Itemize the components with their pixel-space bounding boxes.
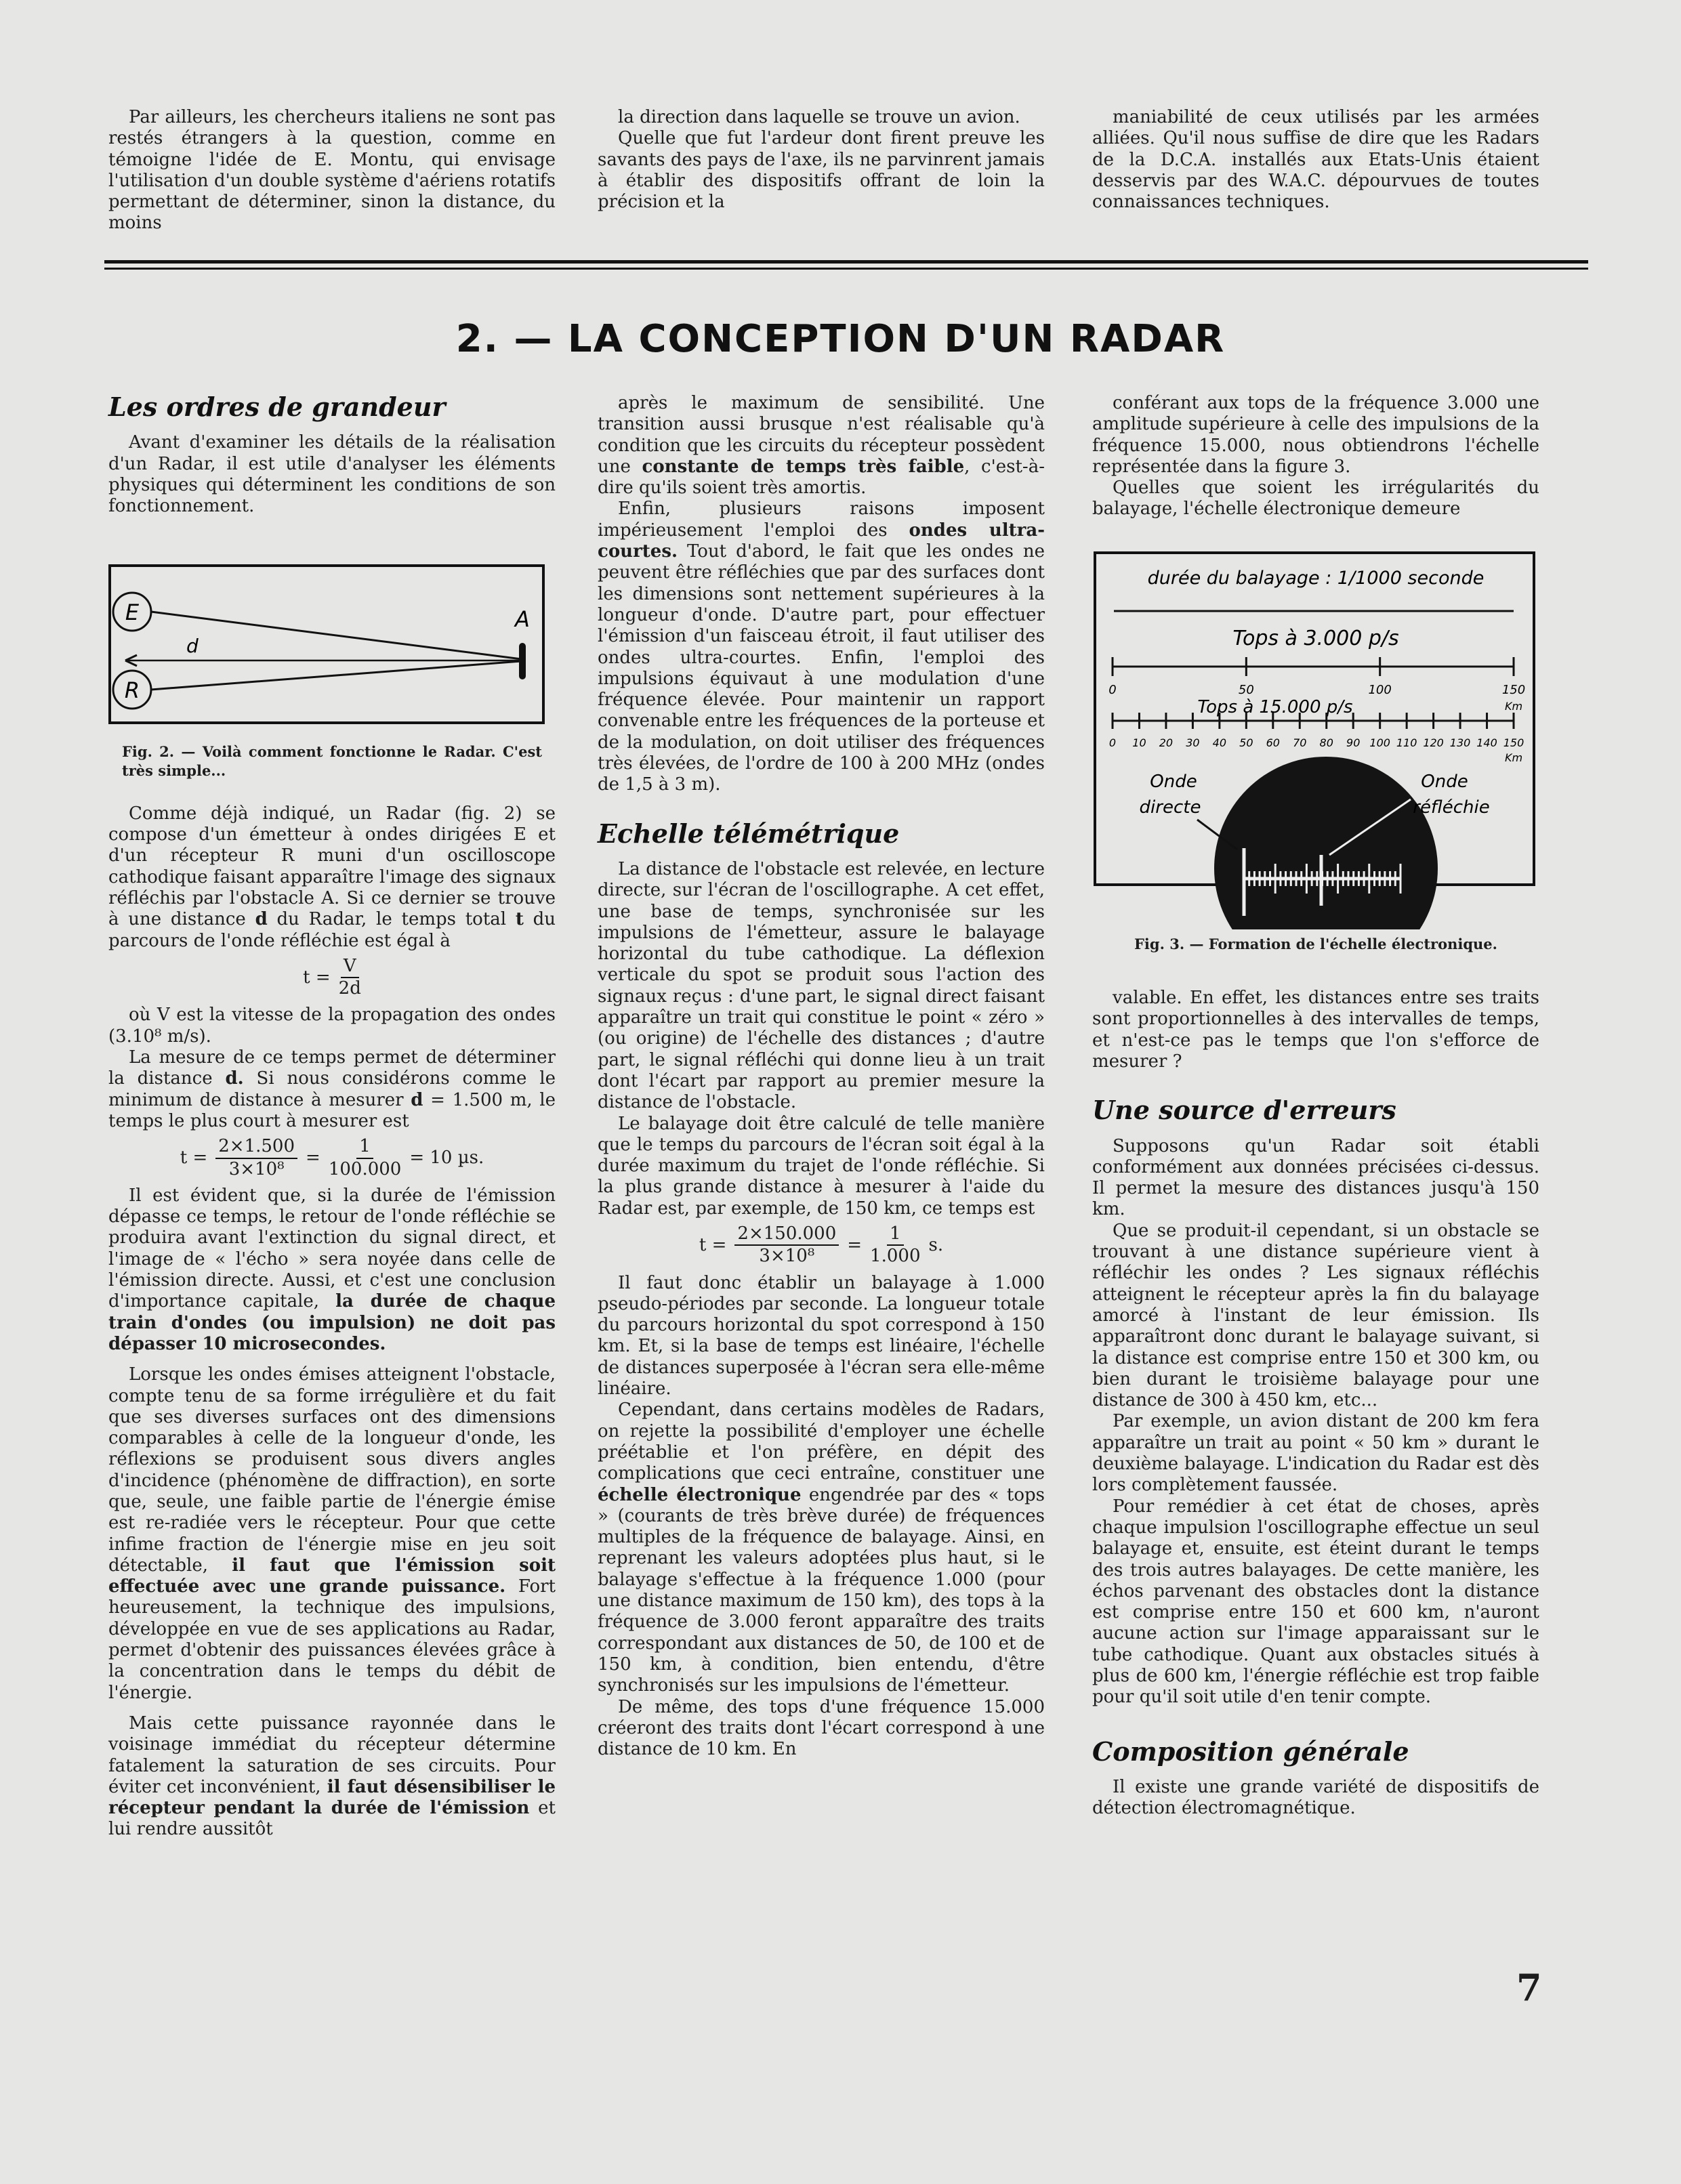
text-run: où V est la vitesse de la propagation des ondes (3.10⁸ m/s). [108, 1005, 556, 1047]
paragraph [1092, 1496, 1539, 1708]
bold-text-run: il faut que l'émission soit effectuée avec une grande puissance. [108, 1555, 556, 1597]
scale-15000-tick-label: 130 [1449, 736, 1471, 749]
text-run: Par ailleurs, les chercheurs italiens ne sont pas restés étrangers à la question, comme en témoigne l'idée de E. Montu, qui envisage l'utilisation d'un double système d'aériens rotatifs permettant de déterminer, sinon la distance, du moins [108, 107, 556, 234]
direct-wave-label: Onde [1150, 771, 1197, 792]
page-number: 7 [1516, 1966, 1542, 2009]
column-3 [1092, 393, 1539, 1819]
paragraph [108, 1005, 556, 1047]
tops-15000-label: Tops à 15.000 p/s [1197, 696, 1353, 717]
bold-text-run: d [255, 909, 268, 930]
text-run: Il faut donc établir un balayage à 1.000 pseudo-périodes par seconde. La longueur totale du parcours horizontal du spot correspond à 150 km. Et, si la base de temps est linéaire, l'échelle de distances superposée à l'écran sera elle-même linéaire. [598, 1272, 1045, 1400]
scale-15000-tick-label: 0 [1108, 736, 1117, 749]
text-run: Que se produit-il cependant, si un obstacle se trouvant à une distance supérieure vient à réfléchir les ondes ? Les signaux réfléchis atteignent le récepteur après la fin du balayage amorcé à l'instant de leur émission. Ils apparaîtront donc durant le balayage suivant, si la distance est comprise entre 150 et 300 km, ou bien durant le troisième balayage pour une distance de 300 à 450 km, etc... [1092, 1220, 1539, 1411]
scale-15000-tick-label: 100 [1369, 736, 1390, 749]
text-run: Il est évident que, si la durée de l'émission dépasse ce temps, le retour de l'onde réfléchie se produira avant l'extinction du signal direct, et l'image de « l'écho » sera noyée dans celle de l'émission directe. Aussi, et c'est une conclusion d'importance capitale, [108, 1185, 556, 1312]
text-run: Mais cette puissance rayonnée dans le voisinage immédiat du récepteur détermine fatalement la saturation de ses circuits. Pour éviter cet inconvénient, [108, 1713, 556, 1797]
scale-15000-tick-label: 50 [1239, 736, 1253, 749]
paragraphs [1092, 1777, 1539, 1820]
figure-2-caption: Fig. 2. — Voilà comment fonctionne le Radar. C'est très simple... [122, 742, 542, 779]
text-run: Cependant, dans certains modèles de Radars, on rejette la possibilité d'employer une échelle préétablie et l'on préfère, en dépit des complications que ceci entraîne, constituer une [598, 1400, 1045, 1484]
paragraph [598, 1697, 1045, 1761]
text-run: Par exemple, un avion distant de 200 km fera apparaître un trait au point « 50 km » durant le deuxième balayage. L'indication du Radar est dès lors complètement faussée. [1092, 1411, 1539, 1496]
bold-text-run: t [515, 909, 524, 930]
oscilloscope-screen [1214, 757, 1438, 929]
bold-text-run: il faut désensibiliser le récepteur pendant la durée de l'émission [108, 1776, 556, 1819]
text-run: La mesure de ce temps permet de déterminer la distance [108, 1047, 556, 1089]
paragraph [598, 107, 1045, 128]
text-run: Le balayage doit être calculé de telle manière que le temps du parcours de l'écran soit égal à la durée maximum du trajet de l'onde réfléchie. Si la plus grande distance à mesurer à l'aide du Radar est, par exemple, de 150 km, ce temps est [598, 1113, 1045, 1219]
scale-15000-tick-label: 80 [1319, 736, 1333, 749]
paragraph [1092, 478, 1539, 520]
paragraph [108, 803, 556, 952]
text-run: du Radar, le temps total [267, 909, 516, 930]
paragraph [598, 393, 1045, 499]
scale-15000-tick-label: 60 [1266, 736, 1280, 749]
text-run: et lui rendre aussitôt [108, 1798, 556, 1840]
text-run: Lorsque les ondes émises atteignent l'obstacle, compte tenu de sa forme irrégulière et du fait que ses diverses surfaces ont des dimensions comparables à celle de la longueur d'onde, les réflexions se produisent sous divers angles d'incidence (phénomène de diffraction), en sorte que, seule, une faible partie de l'énergie émise est re-radiée vers le récepteur. Pour que cette infime fraction de l'énergie mise en jeu soit détectable, [108, 1364, 556, 1576]
text-run: valable. En effet, les distances entre ses traits sont proportionnelles à des intervalles de temps, et n'est-ce pas le temps que l'on s'efforce de mesurer ? [1092, 988, 1539, 1072]
obstacle-icon [519, 643, 526, 679]
bold-text-run: ondes ultra-courtes. [598, 520, 1045, 562]
scale-15000-tick-label: 120 [1423, 736, 1444, 749]
bold-text-run: échelle électronique [598, 1484, 802, 1505]
svg-text:R: R [124, 677, 140, 704]
scale-3000-tick-label: 50 [1238, 682, 1254, 697]
scale-3000-tick-label: 0 [1108, 682, 1117, 697]
paragraph [1092, 1221, 1539, 1412]
paragraph [598, 1114, 1045, 1219]
bold-text-run: d. [225, 1068, 244, 1089]
paragraph [108, 107, 556, 234]
scale-15000-tick-label: 70 [1293, 736, 1307, 749]
paragraph [108, 1713, 556, 1841]
heading-composition-generale: Composition générale [1092, 1736, 1409, 1767]
reflected-wave-label: Onde [1421, 771, 1468, 792]
paragraph [108, 432, 556, 517]
heading-ordres-de-grandeur: Les ordres de grandeur [108, 392, 446, 422]
text-run: La distance de l'obstacle est relevée, en lecture directe, sur l'écran de l'oscillographe. A cet effet, une base de temps, synchronisée sur les impulsions de l'émetteur, assure le balayage horizontal du tube cathodique. La déflexion verticale du spot se produit sous l'action des signaux reçus : d'une part, le signal direct faisant apparaître un trait qui constitue le point « zéro » (ou origine) de l'échelle des distances ; d'autre part, le signal réfléchi qui donne lieu à un trait dont l'écart par rapport au premier mesure la distance de l'obstacle. [598, 858, 1045, 1113]
radar-principle-diagram [108, 564, 549, 727]
divider-rule [104, 260, 1588, 264]
text-run: Quelle que fut l'ardeur dont firent preuve les savants des pays de l'axe, ils ne parvinrent jamais à établir des dispositifs offrant de loin la précision et la [598, 128, 1045, 213]
paragraphs [598, 859, 1045, 1219]
heading-echelle-telemetrique: Echelle télémétrique [598, 818, 900, 849]
paragraph [598, 859, 1045, 1114]
paragraphs [1092, 393, 1539, 520]
formula-time: t = $\frac{V}{2d}$ [303, 955, 361, 999]
paragraph [108, 1364, 556, 1704]
scale-15000-tick-label: 40 [1212, 736, 1227, 749]
text-run: De même, des tops d'une fréquence 15.000 créeront des traits dont l'écart correspond à une distance de 10 km. En [598, 1696, 1045, 1760]
bold-text-run: la durée de chaque train d'ondes (ou impulsion) ne doit pas dépasser 10 microsecondes. [108, 1291, 556, 1354]
scale-15000-tick-label: 90 [1346, 736, 1361, 749]
svg-text:E: E [125, 600, 140, 626]
bold-text-run: d [411, 1089, 423, 1110]
paragraph [108, 1047, 556, 1132]
scale-15000-unit: Km [1504, 751, 1523, 764]
paragraphs [598, 1273, 1045, 1761]
text-run: Il existe une grande variété de dispositifs de détection électromagnétique. [1092, 1776, 1539, 1819]
paragraph [598, 1273, 1045, 1400]
svg-text:A: A [515, 606, 530, 633]
paragraphs [1092, 1136, 1539, 1708]
column-1 [108, 392, 556, 1841]
scale-15000-tick-label: 110 [1396, 736, 1417, 749]
paragraphs [108, 1185, 556, 1841]
tops-3000-label: Tops à 3.000 p/s [1232, 626, 1399, 650]
svg-text:d: d [186, 635, 199, 658]
text-run: Tout d'abord, le fait que les ondes ne peuvent être réfléchies que par des surfaces dont les dimensions sont nettement supérieures à la longueur d'onde. D'autre part, pour effectuer l'émission d'un faisceau étroit, il faut utiliser des ondes ultra-courtes. Enfin, l'emploi des impulsions équivaut à une modulation d'une fréquence élevée. Pour maintenir un rapport convenable entre les fréquences de la porteuse et de la modulation, on doit utiliser des fréquences très élevées, de l'ordre de 100 à 200 MHz (ondes de 1,5 à 3 m). [598, 541, 1045, 795]
text-run: Pour remédier à cet état de choses, après chaque impulsion l'oscillographe effectue un seul balayage et, ensuite, est éteint durant le temps des trois autres balayages. De cette manière, les échos parvenant des obstacles dont la distance est comprise entre 150 et 600 km, n'auront aucune action sur l'image apparaissant sur le tube cathodique. Quant aux obstacles situés à plus de 600 km, l'énergie réfléchie est trop faible pour qu'il soit utile d'en tenir compte. [1092, 1496, 1539, 1708]
paragraphs [108, 1005, 556, 1132]
scale-15000-tick-label: 140 [1476, 736, 1497, 749]
paragraph [1092, 107, 1539, 213]
top-column-2 [598, 107, 1045, 213]
formula-min-time: t = $\frac{2\times 1.500}{\text{3×10⁸}}$ = $\frac{1}{100.000}$ = 10 µs. [180, 1136, 484, 1179]
paragraph [1092, 988, 1539, 1072]
text-run: maniabilité de ceux utilisés par les armées alliées. Qu'il nous suffise de dire que les Radars de la D.C.A. installés aux Etats-Unis étaient desservis par des W.A.C. dépourvues de toutes connaissances techniques. [1092, 107, 1539, 213]
paragraph [598, 128, 1045, 213]
bold-text-run: constante de temps très faible [642, 456, 965, 477]
reflected-wave-label: réfléchie [1413, 797, 1490, 818]
divider-rule [104, 268, 1588, 270]
paragraph [598, 1400, 1045, 1696]
figure-2 [108, 564, 556, 780]
scale-3000-tick-label: 150 [1501, 682, 1526, 697]
paragraph [1092, 1411, 1539, 1496]
paragraphs [1092, 988, 1539, 1072]
top-column-3 [1092, 107, 1539, 213]
scale-15000-tick-label: 30 [1186, 736, 1200, 749]
paragraph [1092, 1136, 1539, 1221]
scale-15000-tick-label: 10 [1132, 736, 1146, 749]
paragraph [598, 499, 1045, 795]
text-run: du parcours de l'onde réfléchie est égal à [108, 909, 556, 951]
scale-15000-tick-label: 20 [1159, 736, 1174, 749]
section-title: 2. — LA CONCEPTION D'UN RADAR [455, 317, 1226, 361]
text-run: , c'est-à-dire qu'ils soient très amortis. [598, 456, 1045, 499]
sweep-duration-label: durée du balayage : 1/1000 seconde [1147, 567, 1485, 589]
figure-3 [1092, 550, 1539, 954]
scale-3000-unit: Km [1504, 699, 1523, 713]
text-run: = 1.500 m, le temps le plus court à mesurer est [108, 1089, 556, 1131]
figure-3-caption: Fig. 3. — Formation de l'échelle électronique. [1134, 936, 1497, 953]
paragraph [108, 1185, 556, 1355]
text-run: la direction dans laquelle se trouve un avion. [618, 107, 1020, 127]
text-run: Comme déjà indiqué, un Radar (fig. 2) se compose d'un émetteur à ondes dirigées E et d'un récepteur R muni d'un oscilloscope cathodique faisant apparaître l'image des signaux réfléchis par l'obstacle A. Si ce dernier se trouve à une distance [108, 803, 556, 930]
text-run: engendrée par des « tops » (courants de très brève durée) de fréquences multiples de la fréquence de balayage. Ainsi, en reprenant les valeurs adoptées plus haut, si le balayage s'effectue à la fréquence 1.000 (pour une distance maximum de 150 km), des tops à la fréquence de 3.000 feront apparaître des traits correspondant aux distances de 50, de 100 et de 150 km, à condition, bien entendu, d'être synchronisés sur les impulsions de l'émetteur. [598, 1484, 1045, 1696]
text-run: Enfin, plusieurs raisons imposent impérieusement l'emploi des [598, 499, 1045, 541]
top-column-1 [108, 107, 556, 234]
electronic-scale-diagram [1092, 550, 1539, 929]
text-run: Si nous considérons comme le minimum de distance à mesurer [108, 1068, 556, 1110]
text-run: Supposons qu'un Radar soit établi conformément aux données précisées ci-dessus. Il permet la mesure des distances jusqu'à 150 km. [1092, 1135, 1539, 1220]
text-run: Fort heureusement, la technique des impulsions, développée en vue de ses applications au Radar, permet d'obtenir des puissances élevées grâce à la concentration dans le temps du débit de l'énergie. [108, 1576, 556, 1703]
text-run: conférant aux tops de la fréquence 3.000 une amplitude supérieure à celle des impulsions de la fréquence 15.000, nous obtiendrons l'échelle représentée dans la figure 3. [1092, 393, 1539, 477]
paragraphs [598, 393, 1045, 796]
text-run: après le maximum de sensibilité. Une transition aussi brusque n'est réalisable qu'à condition que les circuits du récepteur possèdent une [598, 393, 1045, 477]
text-run: Quelles que soient les irrégularités du balayage, l'échelle électronique demeure [1092, 478, 1539, 520]
text-run: Avant d'examiner les détails de la réalisation d'un Radar, il est utile d'analyser les éléments physiques qui déterminent les conditions de son fonctionnement. [108, 432, 556, 517]
intro [108, 432, 556, 517]
paragraph [1092, 393, 1539, 478]
paragraphs [108, 803, 556, 952]
formula-sweep-time: t = $\frac{2\times 150.000}{\text{3×10⁸}}$ = $\frac{1}{1.000}$ s. [699, 1223, 944, 1267]
paragraph [1092, 1777, 1539, 1820]
heading-source-erreurs: Une source d'erreurs [1092, 1095, 1396, 1126]
scale-15000-tick-label: 150 [1503, 736, 1524, 749]
scale-3000-tick-label: 100 [1368, 682, 1392, 697]
column-2 [598, 393, 1045, 1760]
direct-wave-label: directe [1139, 797, 1201, 818]
